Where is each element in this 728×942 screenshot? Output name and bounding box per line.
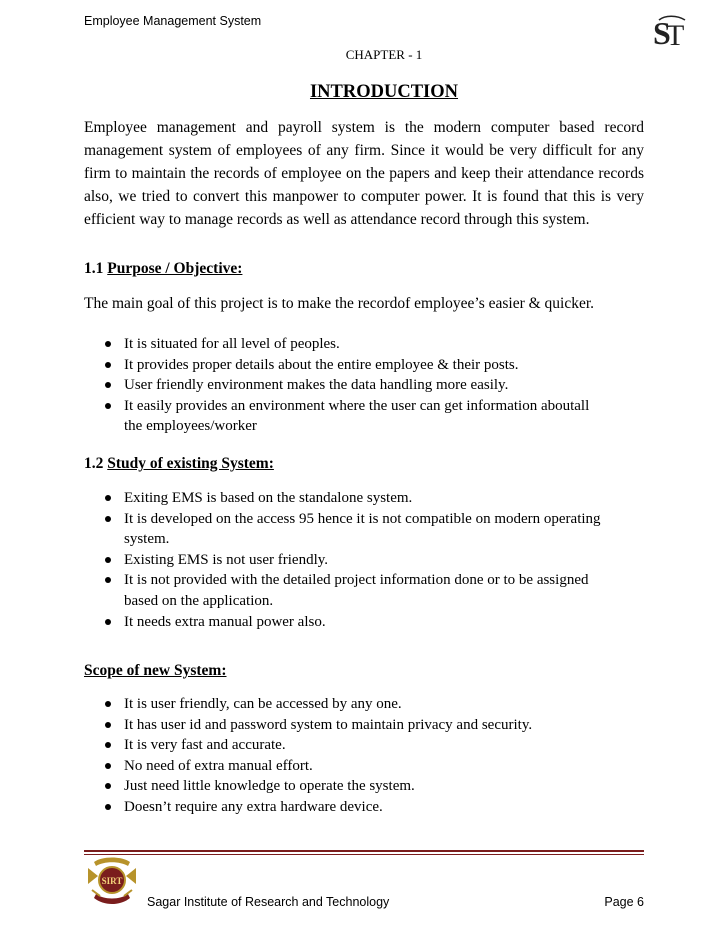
svg-text:SIRT: SIRT bbox=[101, 876, 123, 886]
section-heading-existing bbox=[84, 455, 274, 473]
list-item: It is not provided with the detailed project information done or to be assigned based on the application. bbox=[104, 570, 604, 611]
list-item: It has user id and password system to maintain privacy and security. bbox=[104, 715, 604, 736]
list-item: Exiting EMS is based on the standalone system. bbox=[104, 488, 604, 509]
list-item: Just need little knowledge to operate the system. bbox=[104, 776, 604, 797]
footer-divider-thin bbox=[84, 854, 644, 855]
list-item: No need of extra manual effort. bbox=[104, 756, 604, 777]
scope-bullet-list bbox=[104, 694, 604, 818]
section-title: Study of existing System: bbox=[107, 455, 274, 472]
svg-text:S: S bbox=[653, 15, 671, 50]
running-header: Employee Management System bbox=[84, 14, 262, 28]
footer-divider bbox=[84, 850, 644, 852]
page-title: INTRODUCTION bbox=[309, 82, 459, 102]
list-item: It provides proper details about the entire employee & their posts. bbox=[104, 355, 604, 376]
list-item: Doesn’t require any extra hardware device. bbox=[104, 797, 604, 818]
list-item: It is very fast and accurate. bbox=[104, 735, 604, 756]
section-title: Purpose / Objective: bbox=[107, 260, 243, 277]
list-item: Existing EMS is not user friendly. bbox=[104, 550, 604, 571]
section-number: 1.1 bbox=[84, 260, 104, 277]
footer-institute-name: Sagar Institute of Research and Technology bbox=[147, 895, 390, 909]
chapter-label: CHAPTER - 1 bbox=[345, 47, 423, 62]
section-number: 1.2 bbox=[84, 455, 104, 472]
institute-emblem-logo bbox=[84, 854, 140, 908]
list-item: It is developed on the access 95 hence it is not compatible on modern operating system. bbox=[104, 509, 604, 550]
list-item: It easily provides an environment where the user can get information aboutall the employees/worker bbox=[104, 396, 604, 437]
list-item: User friendly environment makes the data handling more easily. bbox=[104, 375, 604, 396]
intro-paragraph: Employee management and payroll system is the modern computer based record management system of employees of any firm. Since it would be very difficult for any firm to maintain the records of employee on the papers and keep their attendance records also, we tried to convert this manpower to computer power. It is found that this is very efficient way to manage records as well as attendance record through this system. bbox=[84, 119, 644, 228]
section-heading-scope bbox=[84, 662, 227, 680]
purpose-lead: The main goal of this project is to make the recordof employee’s easier & quicker. bbox=[84, 295, 595, 312]
list-item: It needs extra manual power also. bbox=[104, 612, 604, 633]
institute-monogram-logo bbox=[651, 14, 691, 50]
list-item: It is user friendly, can be accessed by any one. bbox=[104, 694, 604, 715]
svg-text:T: T bbox=[666, 19, 685, 50]
existing-system-bullet-list bbox=[104, 488, 604, 632]
purpose-bullet-list bbox=[104, 334, 604, 437]
section-title: Scope of new System: bbox=[84, 662, 227, 679]
section-heading-purpose bbox=[84, 260, 242, 278]
list-item: It is situated for all level of peoples. bbox=[104, 334, 604, 355]
page-number: Page 6 bbox=[604, 895, 644, 909]
